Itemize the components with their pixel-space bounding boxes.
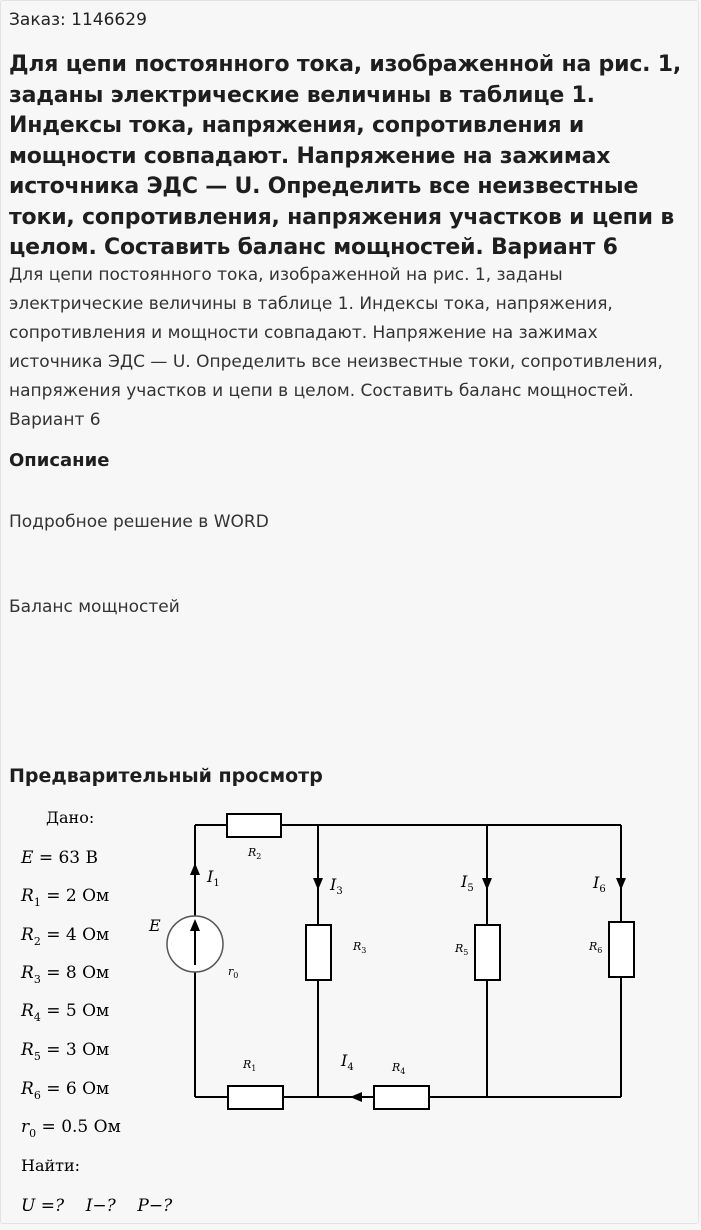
arrow-i3 bbox=[313, 878, 323, 890]
description-heading: Описание bbox=[9, 450, 110, 471]
label-r1: $R_1$ bbox=[243, 1058, 257, 1073]
resistor-r5 bbox=[475, 925, 500, 980]
given-e: E = 63 В bbox=[21, 848, 99, 868]
given-r0: $r_0 = 0.5$ Ом bbox=[21, 1117, 121, 1140]
arrow-i5 bbox=[482, 878, 492, 890]
label-i4: $I_4$ bbox=[341, 1051, 354, 1073]
label-i5: $I_5$ bbox=[461, 872, 474, 894]
label-i1: $I_1$ bbox=[207, 867, 220, 889]
given-label: Дано: bbox=[46, 808, 95, 827]
label-e: E bbox=[149, 916, 161, 935]
given-r4: $R_4 = 5$ Ом bbox=[21, 1001, 110, 1024]
arrow-i6 bbox=[616, 878, 626, 890]
task-title: Для цепи постоянного тока, изображенной на рис. 1, заданы электрические величины в таблице 1. Индексы тока, напряжения, сопротивления и мощности совпадают. Напряжение на зажимах источника ЭДС — U. Определить все неизвестные токи, сопротивления, напряжения участков и цепи в целом. Составить баланс мощностей. Вариант 6 bbox=[9, 52, 682, 260]
label-i3: $I_3$ bbox=[330, 875, 343, 897]
order-number: Заказ: 1146629 bbox=[9, 10, 147, 30]
resistor-r6 bbox=[609, 922, 634, 977]
task-description: Для цепи постоянного тока, изображенной на рис. 1, заданы электрические величины в таблице 1. Индексы тока, напряжения, сопротивления и мощности совпадают. Напряжение на зажимах источника ЭДС — U. Определить все неизвестные токи, сопротивления, напряжения участков и цепи в целом. Составить баланс мощностей. Вариант 6 bbox=[9, 265, 663, 430]
arrow-i1 bbox=[190, 863, 200, 875]
given-r5: $R_5 = 3$ Ом bbox=[21, 1040, 110, 1063]
preview-heading: Предварительный просмотр bbox=[9, 765, 323, 787]
description-line-1: Подробное решение в WORD bbox=[9, 512, 269, 532]
find-values: U =? I−? P−? bbox=[21, 1196, 173, 1216]
preview-image bbox=[0, 795, 701, 1226]
given-list bbox=[20, 848, 121, 1140]
resistor-r3 bbox=[306, 925, 331, 980]
given-r6: $R_6 = 6$ Ом bbox=[21, 1079, 110, 1102]
label-r5: $R_5$ bbox=[455, 942, 469, 957]
label-r0: $r_0$ bbox=[228, 965, 239, 980]
resistor-r1 bbox=[228, 1086, 283, 1109]
find-label: Найти: bbox=[21, 1156, 81, 1175]
given-r1: $R_1 = 2$ Ом bbox=[21, 886, 110, 909]
label-r2: $R_2$ bbox=[248, 846, 262, 861]
circuit-wires bbox=[195, 825, 621, 1097]
given-r3: $R_3 = 8$ Ом bbox=[21, 963, 110, 986]
arrow-i4 bbox=[350, 1092, 362, 1102]
label-r4: $R_4$ bbox=[392, 1061, 406, 1076]
resistors bbox=[227, 814, 634, 1109]
label-r6: $R_6$ bbox=[589, 940, 603, 955]
resistor-r2 bbox=[227, 814, 281, 837]
given-r2: $R_2 = 4$ Ом bbox=[21, 925, 110, 948]
label-i6: $I_6$ bbox=[593, 873, 606, 895]
label-r3: $R_3$ bbox=[353, 940, 367, 955]
description-line-2: Баланс мощностей bbox=[9, 597, 180, 617]
resistor-r4 bbox=[374, 1086, 429, 1109]
